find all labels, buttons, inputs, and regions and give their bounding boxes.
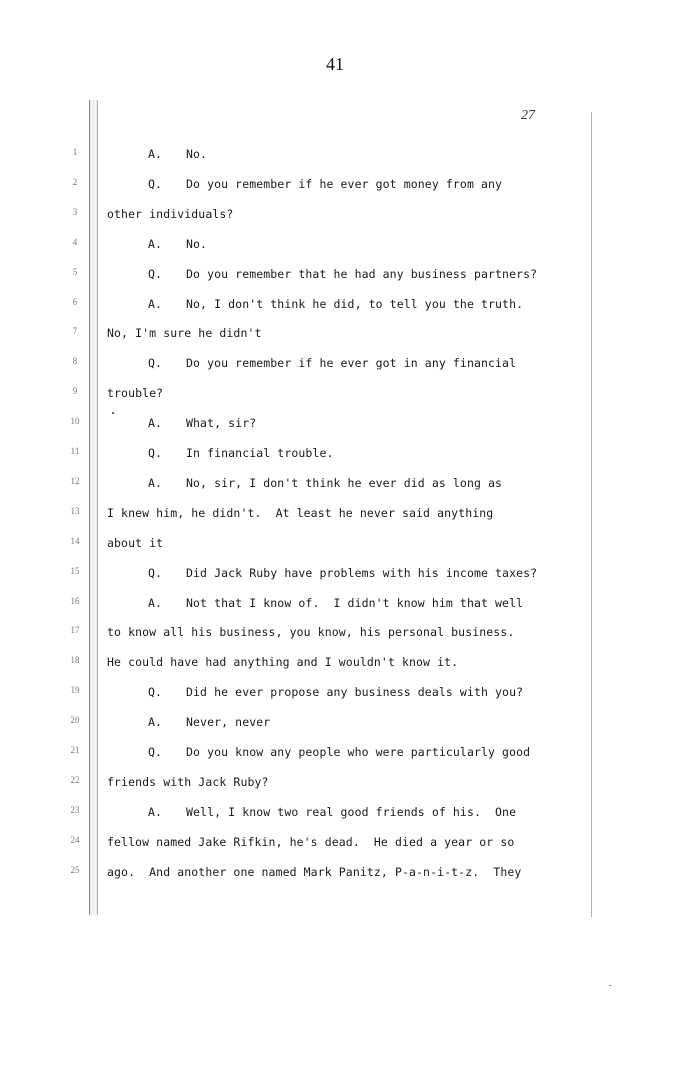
speaker-label: A. <box>148 596 163 610</box>
line-content: ago. And another one named Mark Panitz, P-a-n-i-t-z. They <box>107 865 522 879</box>
right-margin-rule <box>591 112 592 917</box>
line-number: 22 <box>70 775 80 785</box>
transcript-line <box>107 655 458 669</box>
transcript-line <box>148 805 516 819</box>
line-number: 18 <box>70 655 80 665</box>
speaker-label: A. <box>148 715 163 729</box>
line-content: Do you remember that he had any business partners? <box>186 267 538 281</box>
speaker-label: A. <box>148 805 163 819</box>
line-number: 19 <box>70 685 80 695</box>
line-number: 23 <box>70 805 80 815</box>
transcript-line <box>107 207 233 221</box>
transcript-line <box>148 566 537 580</box>
transcript-line <box>148 356 516 370</box>
speaker-label: Q. <box>148 685 163 699</box>
speaker-label: Q. <box>148 446 163 460</box>
transcript-line <box>107 625 514 639</box>
transcript-line <box>148 685 523 699</box>
line-number: 21 <box>70 745 80 755</box>
line-number: 5 <box>72 267 78 277</box>
speaker-label: A. <box>148 297 163 311</box>
line-content: Never, never <box>186 715 271 729</box>
line-number: 7 <box>72 326 78 336</box>
transcript-line <box>107 536 163 550</box>
speaker-label: Q. <box>148 267 163 281</box>
line-content: Did he ever propose any business deals with you? <box>186 685 524 699</box>
speaker-label: Q. <box>148 745 163 759</box>
transcript-line <box>107 506 493 520</box>
transcript-page-number: 27 <box>521 108 535 123</box>
transcript-line <box>148 596 523 610</box>
speaker-label: A. <box>148 147 163 161</box>
line-content: No. <box>186 147 208 161</box>
line-number: 12 <box>70 476 80 486</box>
scan-tick-mark <box>112 412 114 414</box>
line-content: Do you remember if he ever got money from any <box>186 177 503 191</box>
line-content: He could have had anything and I wouldn't know it. <box>107 655 459 669</box>
line-content: No, sir, I don't think he ever did as long as <box>186 476 503 490</box>
line-number: 1 <box>72 147 78 157</box>
line-content: friends with Jack Ruby? <box>107 775 269 789</box>
line-number: 25 <box>70 865 80 875</box>
transcript-line <box>107 775 269 789</box>
transcript-line <box>107 865 521 879</box>
transcript-line <box>107 386 163 400</box>
line-number: 24 <box>70 835 80 845</box>
transcript-line <box>148 416 256 430</box>
line-content: about it <box>107 536 164 550</box>
page-header-number: 41 <box>326 54 344 74</box>
left-margin-rule <box>89 100 98 915</box>
line-number: 4 <box>72 237 78 247</box>
transcript-line <box>148 476 502 490</box>
line-content: Do you remember if he ever got in any financial <box>186 356 517 370</box>
line-number: 9 <box>72 386 78 396</box>
transcript-line <box>148 237 207 251</box>
line-content: In financial trouble. <box>186 446 334 460</box>
transcript-line <box>148 147 207 161</box>
line-content: No, I'm sure he didn't <box>107 326 262 340</box>
line-content: What, sir? <box>186 416 257 430</box>
transcript-line <box>148 446 334 460</box>
line-number: 2 <box>72 177 78 187</box>
transcript-line <box>148 177 502 191</box>
scan-dot <box>609 985 611 986</box>
line-content: to know all his business, you know, his personal business. <box>107 625 515 639</box>
speaker-label: A. <box>148 476 163 490</box>
transcript-line <box>148 297 523 311</box>
line-number: 15 <box>70 566 80 576</box>
speaker-label: Q. <box>148 177 163 191</box>
line-content: Not that I know of. I didn't know him that well <box>186 596 524 610</box>
line-content: Do you know any people who were particularly good <box>186 745 531 759</box>
line-content: other individuals? <box>107 207 234 221</box>
line-number: 20 <box>70 715 80 725</box>
line-number: 8 <box>72 356 78 366</box>
speaker-label: A. <box>148 237 163 251</box>
line-content: Did Jack Ruby have problems with his income taxes? <box>186 566 538 580</box>
line-content: Well, I know two real good friends of his. One <box>186 805 517 819</box>
line-number: 10 <box>70 416 80 426</box>
transcript-line <box>107 835 514 849</box>
line-number: 14 <box>70 536 80 546</box>
line-content: fellow named Jake Rifkin, he's dead. He died a year or so <box>107 835 515 849</box>
speaker-label: Q. <box>148 566 163 580</box>
line-number: 17 <box>70 625 80 635</box>
transcript-line <box>107 326 262 340</box>
speaker-label: Q. <box>148 356 163 370</box>
line-number: 11 <box>70 446 80 456</box>
line-content: No. <box>186 237 208 251</box>
transcript-line <box>148 267 537 281</box>
transcript-line <box>148 745 530 759</box>
line-number: 16 <box>70 596 80 606</box>
line-number: 13 <box>70 506 80 516</box>
line-content: No, I don't think he did, to tell you the truth. <box>186 297 524 311</box>
line-number: 6 <box>72 297 78 307</box>
line-content: I knew him, he didn't. At least he never said anything <box>107 506 494 520</box>
transcript-line <box>148 715 270 729</box>
speaker-label: A. <box>148 416 163 430</box>
line-content: trouble? <box>107 386 164 400</box>
line-number: 3 <box>72 207 78 217</box>
